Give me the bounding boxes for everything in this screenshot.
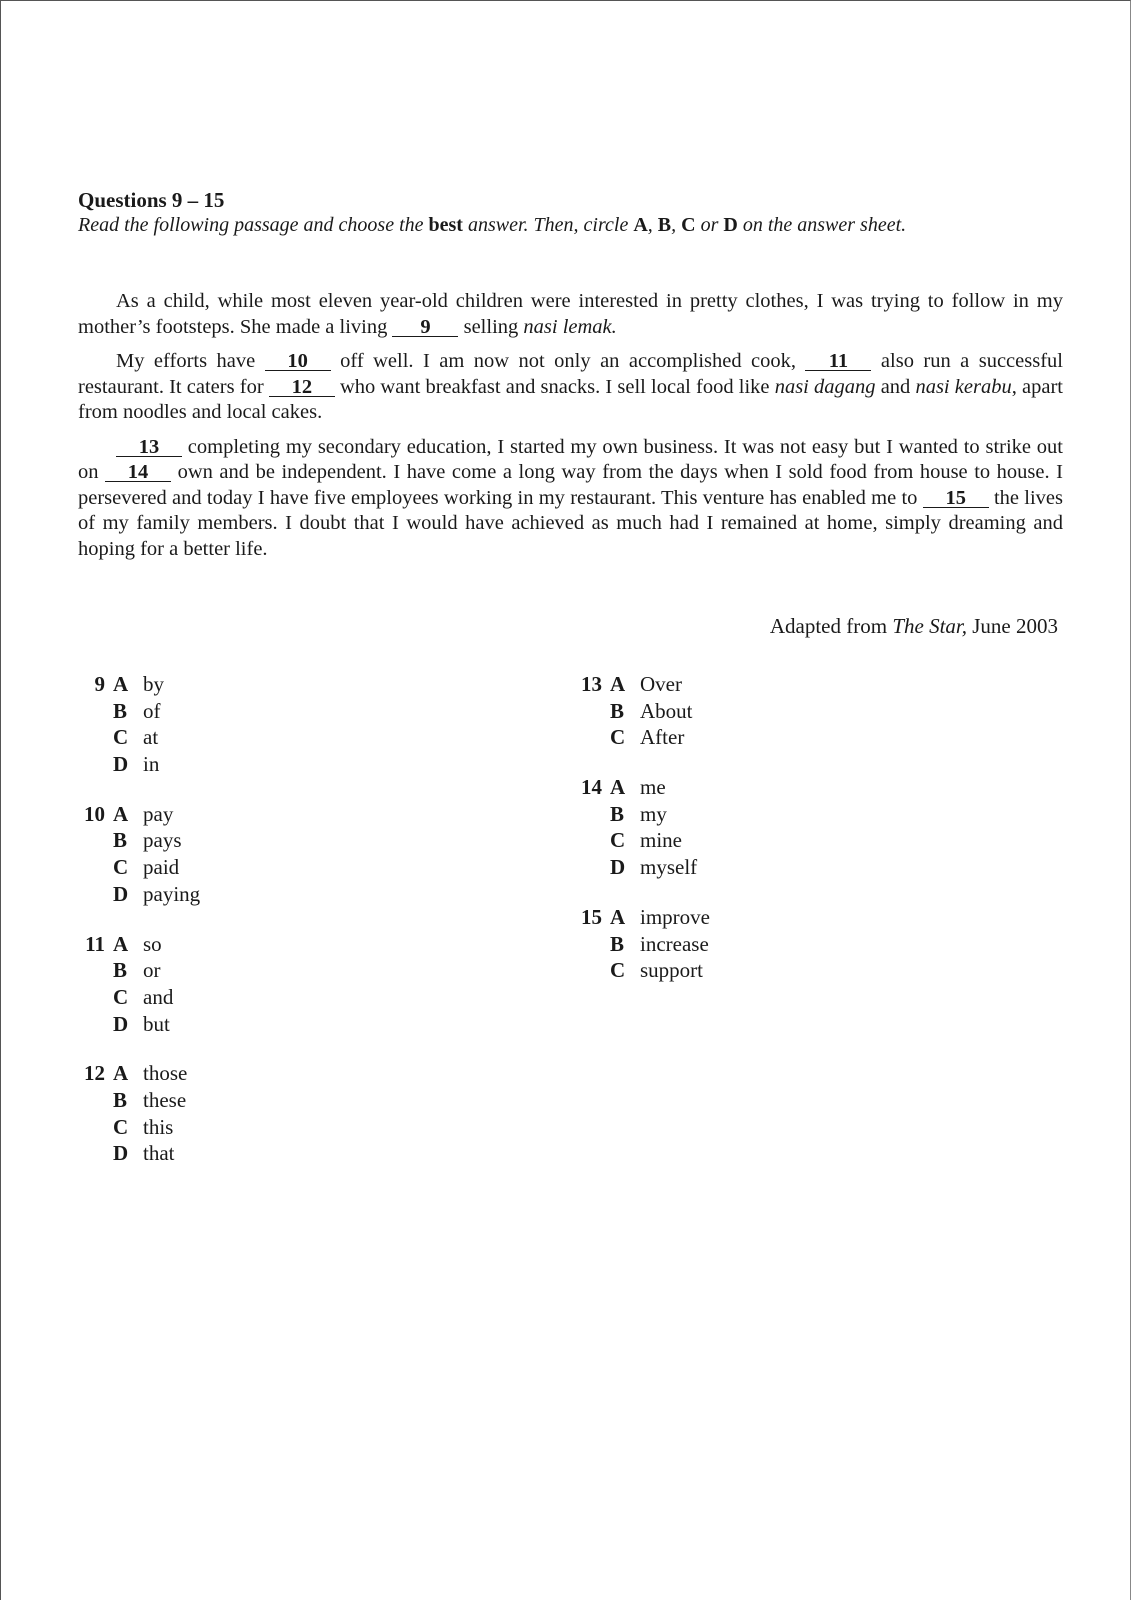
option-text: or (143, 958, 161, 983)
option-letter: D (610, 855, 626, 880)
option-letter: B (610, 801, 625, 826)
instructions-letter: B (657, 214, 672, 236)
answer-option-14-c[interactable] (573, 827, 710, 854)
option-text: support (640, 958, 703, 983)
passage-paragraph-3 (78, 435, 1063, 563)
blank-9: 9 (392, 318, 458, 337)
option-letter: D (113, 1141, 129, 1166)
option-text: so (143, 931, 162, 956)
passage-text: My efforts have (116, 350, 265, 372)
option-text: my (640, 801, 667, 826)
option-letter: A (610, 672, 626, 696)
option-letter: A (113, 931, 129, 956)
question-header (78, 187, 1063, 238)
option-text: me (640, 775, 666, 800)
question-13 (573, 671, 710, 751)
answer-option-15-a[interactable] (573, 904, 710, 931)
source-citation (770, 613, 1058, 639)
option-text: pay (143, 801, 174, 826)
passage-text: the lives of my family members. I doubt that I would have achieved as much had I remained at home, simply dreaming and hoping for a better life. (78, 486, 1064, 560)
option-letter: B (113, 1087, 128, 1112)
question-number: 13 (581, 672, 602, 696)
option-letter: C (610, 725, 626, 750)
instructions-text: or (695, 214, 724, 236)
passage-italic: nasi kerabu (915, 375, 1012, 398)
source-prefix: Adapted from (769, 614, 893, 638)
option-text: After (640, 725, 685, 750)
option-letter: C (113, 984, 129, 1009)
option-letter: C (113, 1114, 129, 1139)
answer-option-15-c[interactable] (573, 957, 710, 984)
question-9 (76, 671, 200, 778)
answer-option-12-c[interactable] (76, 1114, 200, 1141)
answer-option-10-c[interactable] (76, 854, 200, 881)
option-letter: A (610, 775, 626, 800)
option-letter: A (113, 1061, 129, 1086)
answer-option-14-d[interactable] (573, 854, 710, 881)
question-14 (573, 774, 710, 881)
option-letter: A (113, 672, 129, 696)
answer-option-9-c[interactable] (76, 724, 200, 751)
option-letter: A (113, 801, 129, 826)
option-letter: C (610, 828, 626, 853)
option-text: Over (640, 672, 682, 696)
question-number: 11 (85, 931, 105, 956)
question-number: 14 (581, 775, 602, 800)
answer-option-11-b[interactable] (76, 957, 200, 984)
blank-15: 15 (923, 489, 989, 508)
option-text: and (143, 984, 174, 1009)
option-letter: D (113, 881, 129, 906)
questions-heading: Questions 9 – 15 (78, 188, 225, 212)
answer-option-14-a[interactable] (573, 774, 710, 801)
option-text: this (143, 1114, 174, 1139)
option-letter: B (113, 698, 128, 723)
passage-text: As a child, while most eleven year-old children were interested in pretty clothes, I was trying to follow in my mother’s footsteps. She made a living (78, 290, 1063, 338)
answer-option-11-a[interactable] (76, 931, 200, 958)
question-15 (573, 904, 710, 984)
answer-option-11-d[interactable] (76, 1011, 200, 1038)
passage-text: and (875, 375, 916, 398)
question-12 (76, 1060, 200, 1167)
question-number: 10 (84, 801, 105, 826)
option-letter: B (610, 698, 625, 723)
option-text: in (143, 752, 160, 777)
option-text: paying (143, 881, 201, 906)
passage-text: selling (458, 315, 524, 338)
passage-italic: nasi lemak. (523, 315, 617, 338)
answer-option-12-d[interactable] (76, 1140, 200, 1167)
answer-option-12-a[interactable] (76, 1060, 200, 1087)
option-letter: D (113, 1011, 129, 1036)
option-letter: B (113, 958, 128, 983)
blank-11: 11 (805, 352, 871, 371)
instructions-text: , (671, 214, 682, 236)
source-title: The Star, (892, 614, 967, 638)
answer-option-9-b[interactable] (76, 698, 200, 725)
option-letter: C (610, 958, 626, 983)
option-letter: B (610, 931, 625, 956)
option-text: About (640, 698, 693, 723)
passage-text: who want breakfast and snacks. I sell local food like (334, 375, 775, 398)
question-number: 12 (84, 1061, 105, 1086)
passage-text: off well. I am now not only an accomplished cook, (330, 350, 806, 372)
passage-text: , apart from noodles and local cakes. (78, 375, 1063, 423)
passage-paragraph-1 (78, 289, 1063, 340)
option-text: by (143, 672, 164, 696)
passage-italic: nasi dagang (774, 375, 876, 398)
question-number: 9 (94, 672, 105, 696)
answer-option-12-b[interactable] (76, 1087, 200, 1114)
instructions-text: answer. Then, circle (462, 214, 634, 236)
option-letter: C (113, 725, 129, 750)
option-text: at (143, 725, 159, 750)
passage-text: own and be independent. I have come a long way from the days when I sold food from house to house. I persevered and today I have five employees working in my restaurant. This venture has enabled me to (78, 461, 1064, 509)
option-text: improve (640, 904, 710, 929)
answer-option-14-b[interactable] (573, 801, 710, 828)
passage (78, 289, 1063, 571)
instructions-letter: C (681, 214, 696, 236)
answer-option-9-d[interactable] (76, 751, 200, 778)
answer-option-10-d[interactable] (76, 881, 200, 908)
option-text: mine (640, 828, 682, 853)
option-text: of (143, 698, 161, 723)
answer-option-13-c[interactable] (573, 724, 710, 751)
answer-option-13-b[interactable] (573, 698, 710, 725)
instructions-text: on the answer sheet. (737, 214, 907, 236)
question-10 (76, 801, 200, 908)
blank-10: 10 (265, 352, 331, 371)
answer-option-15-b[interactable] (573, 931, 710, 958)
passage-paragraph-2 (78, 349, 1063, 426)
answer-option-13-a[interactable] (573, 671, 710, 698)
instructions (78, 213, 1063, 238)
option-text: myself (640, 855, 698, 880)
option-letter: D (113, 752, 129, 777)
blank-12: 12 (269, 378, 335, 397)
option-text: these (143, 1087, 187, 1112)
answer-option-9-a[interactable] (76, 671, 200, 698)
answer-option-10-a[interactable] (76, 801, 200, 828)
option-letter: A (610, 904, 626, 929)
instructions-letter: A (633, 214, 648, 236)
instructions-bold: best (428, 214, 463, 236)
source-date: June 2003 (967, 614, 1058, 638)
option-text: increase (640, 931, 709, 956)
question-number: 15 (581, 904, 602, 929)
answer-option-10-b[interactable] (76, 827, 200, 854)
blank-14: 14 (105, 463, 171, 482)
option-text: paid (143, 855, 180, 880)
option-text: pays (143, 828, 182, 853)
option-text: those (143, 1061, 188, 1086)
instructions-text: , (647, 214, 658, 236)
option-letter: C (113, 855, 129, 880)
option-text: but (143, 1011, 170, 1036)
question-11 (76, 931, 200, 1038)
instructions-text: Read the following passage and choose the (78, 214, 429, 236)
answer-column-right (573, 671, 710, 1007)
answer-column-left (76, 671, 200, 1190)
instructions-letter: D (723, 214, 738, 236)
blank-13: 13 (116, 438, 182, 457)
passage-text: completing my secondary education, I started my own business. It was not easy but I wanted to strike out on (78, 435, 1063, 483)
passage-text: also run a successful restaurant. It caters for (78, 350, 1063, 398)
answer-option-11-c[interactable] (76, 984, 200, 1011)
option-text: that (143, 1141, 175, 1166)
option-letter: B (113, 828, 128, 853)
